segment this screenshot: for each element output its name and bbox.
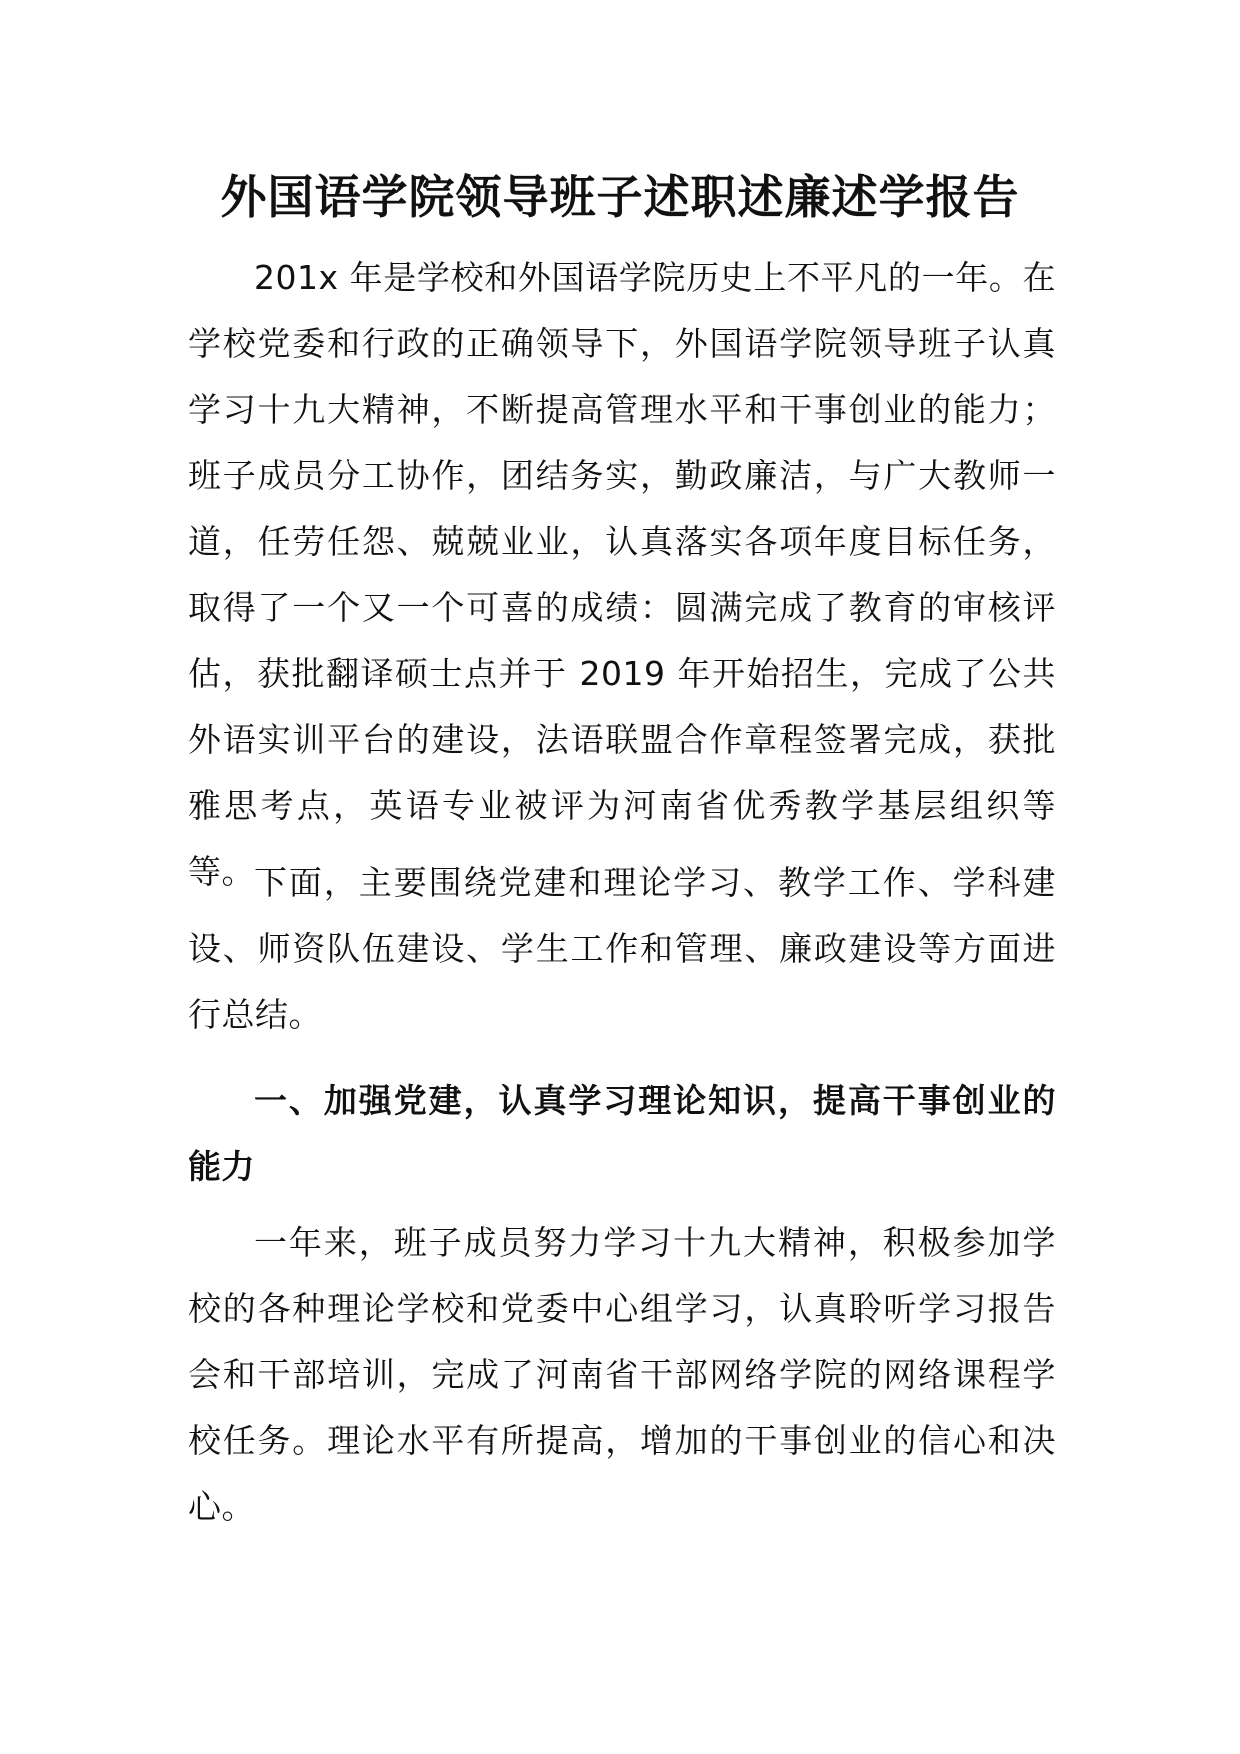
document-title: 外国语学院领导班子述职述廉述学报告 (220, 170, 1020, 224)
section-paragraph: 一年来，班子成员努力学习十九大精神，积极参加学校的各种理论学校和党委中心组学习，认真聆听学习报告会和干部培训，完成了河南省干部网络学院的网络课程学校任务。理论水平有所提高，增加的干事创业的信心和决心。 (188, 1223, 1056, 1526)
intro-paragraph: 201x 年是学校和外国语学院历史上不平凡的一年。在学校党委和行政的正确领导下，外国语学院领导班子认真学习十九大精神，不断提高管理水平和干事创业的能力；班子成员分工协作，团结务实，勤政廉洁，与广大教师一道，任劳任怨、兢兢业业，认真落实各项年度目标任务，取得了一个又一个可喜的成绩：圆满完成了教育的审核评估，获批翻译硕士点并于 2019 年开始招生，完成了公共外语实训平台的建设，法语联盟合作章程签署完成，获批雅思考点，英语专业被评为河南省优秀教学基层组织等等。 (188, 258, 1056, 891)
section-heading: 一、加强党建，认真学习理论知识，提高干事创业的能力 (188, 1081, 1056, 1186)
summary-paragraph: 下面，主要围绕党建和理论学习、教学工作、学科建设、师资队伍建设、学生工作和管理、廉政建设等方面进行总结。 (188, 863, 1056, 1034)
